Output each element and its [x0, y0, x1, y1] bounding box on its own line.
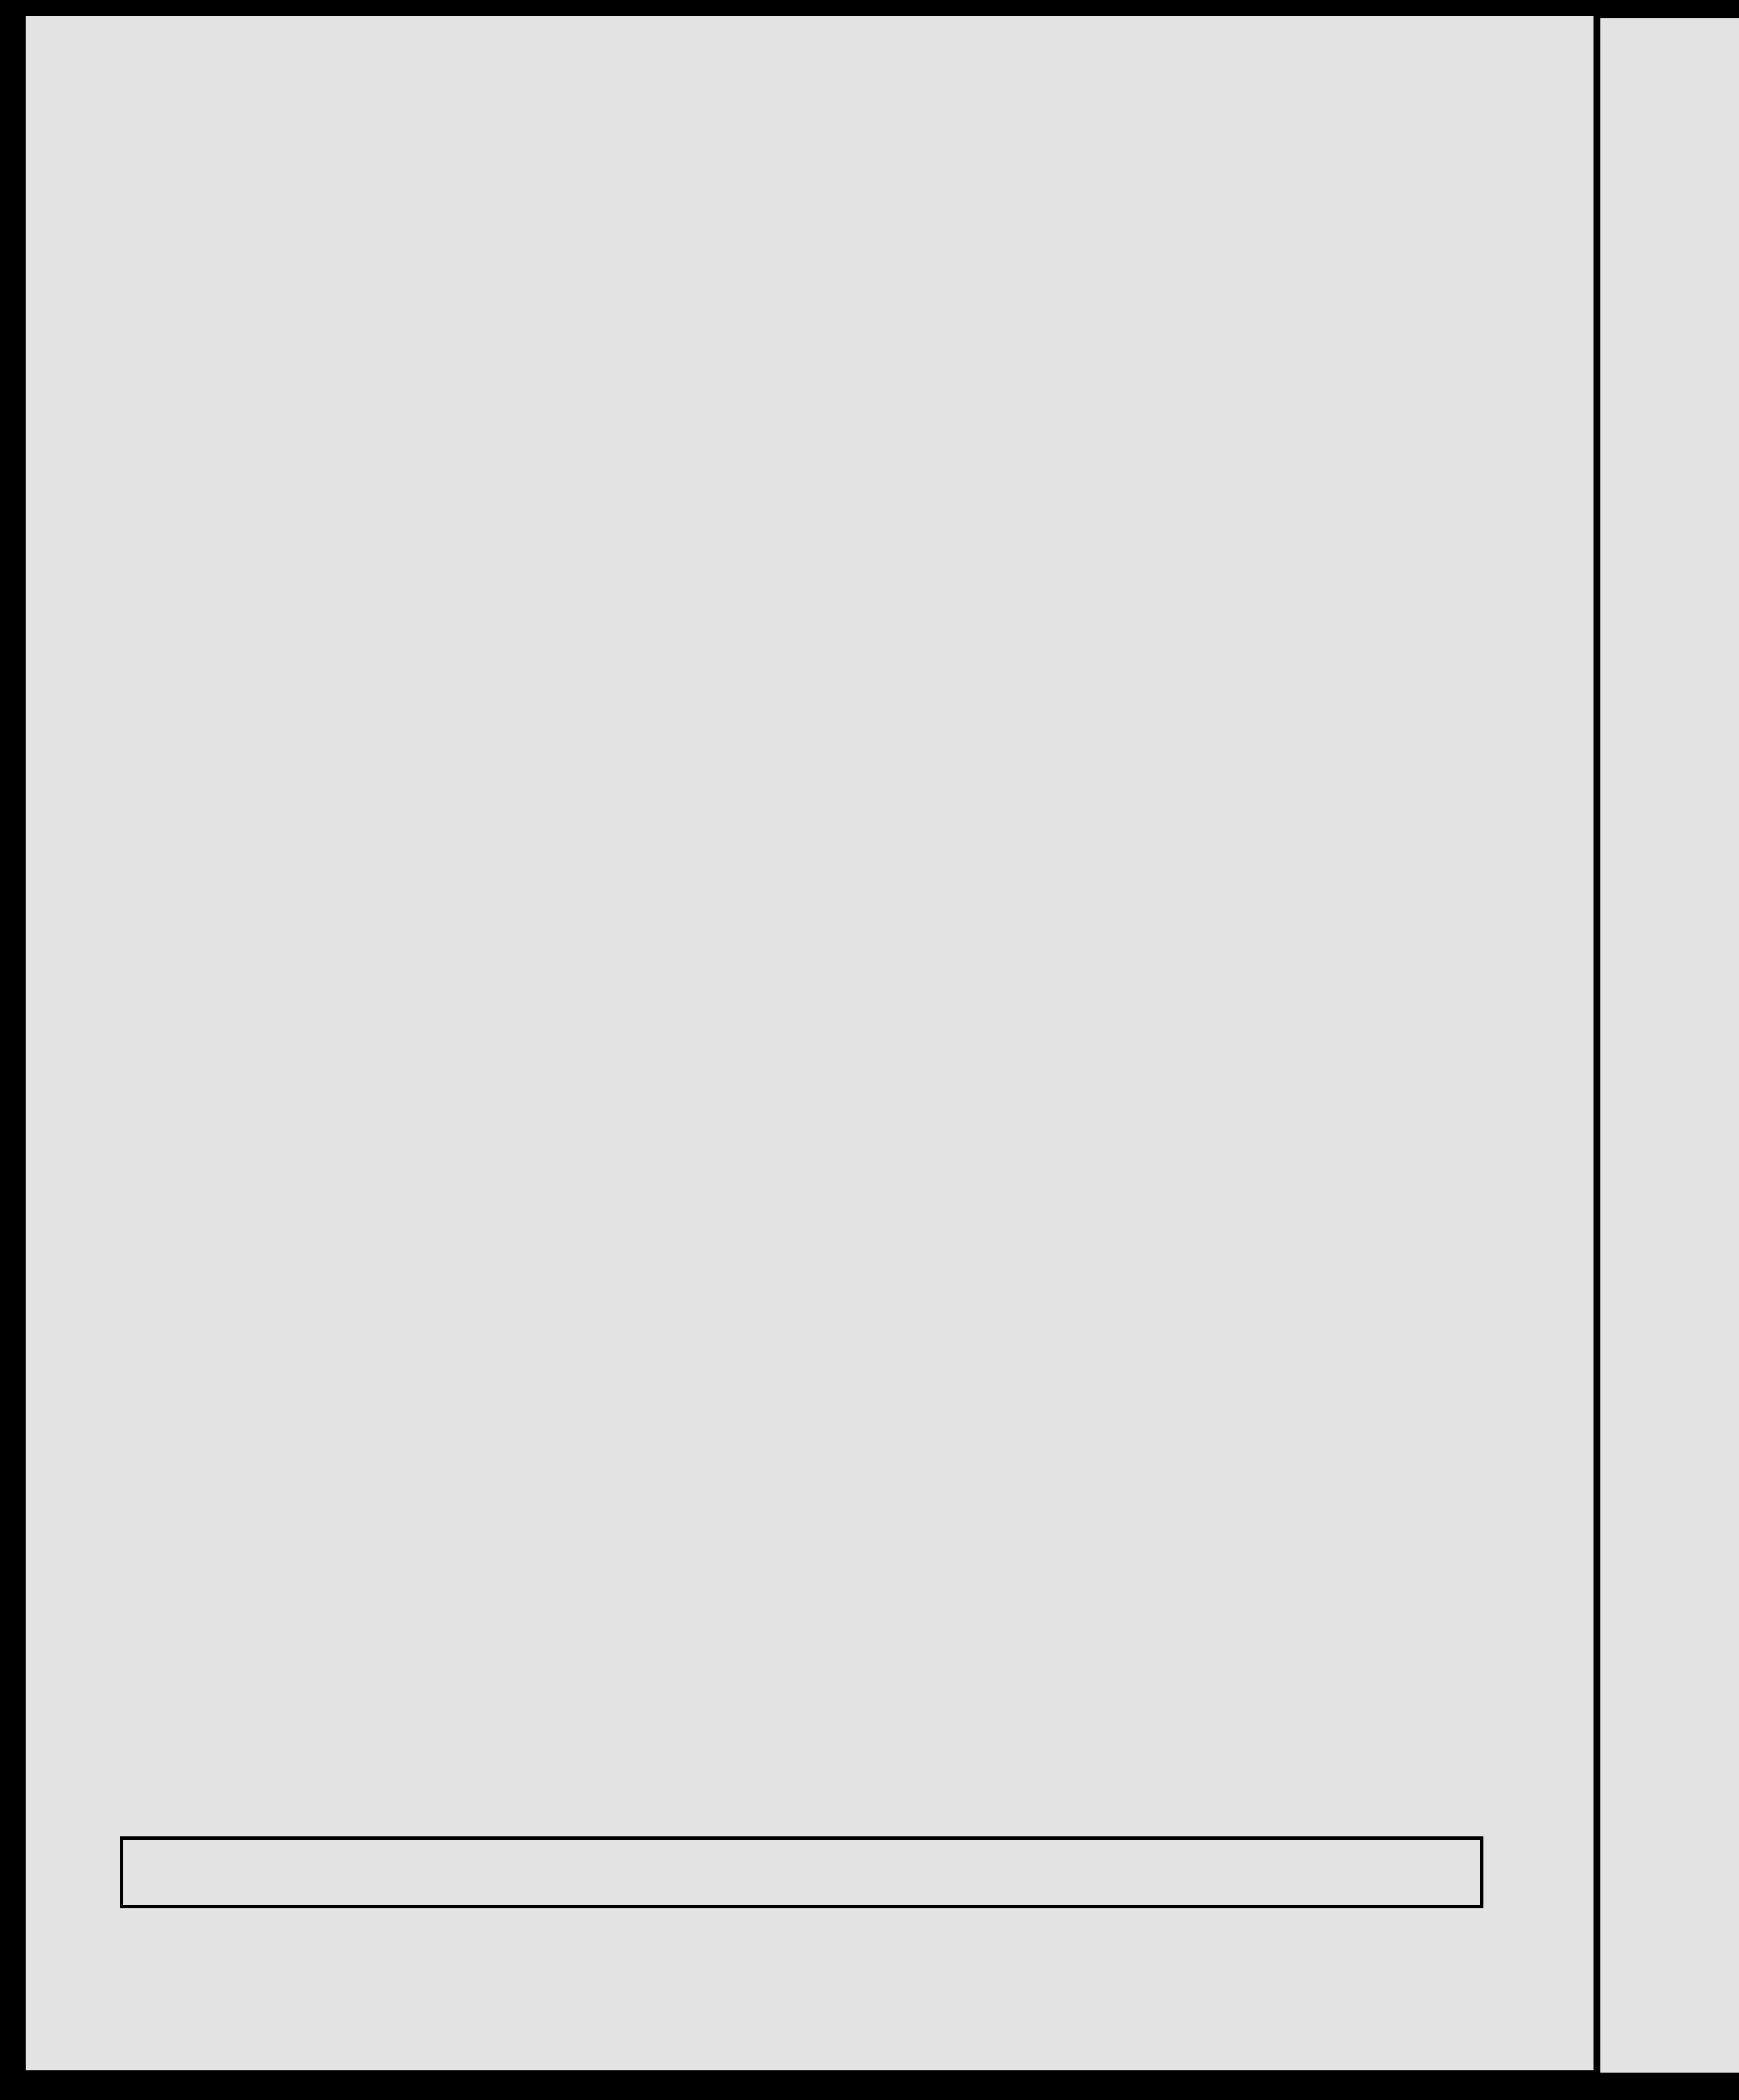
reduction-scale	[120, 1836, 1483, 1908]
notes-page	[26, 16, 1594, 2070]
adjacent-page-cutoff	[1600, 18, 1739, 2073]
